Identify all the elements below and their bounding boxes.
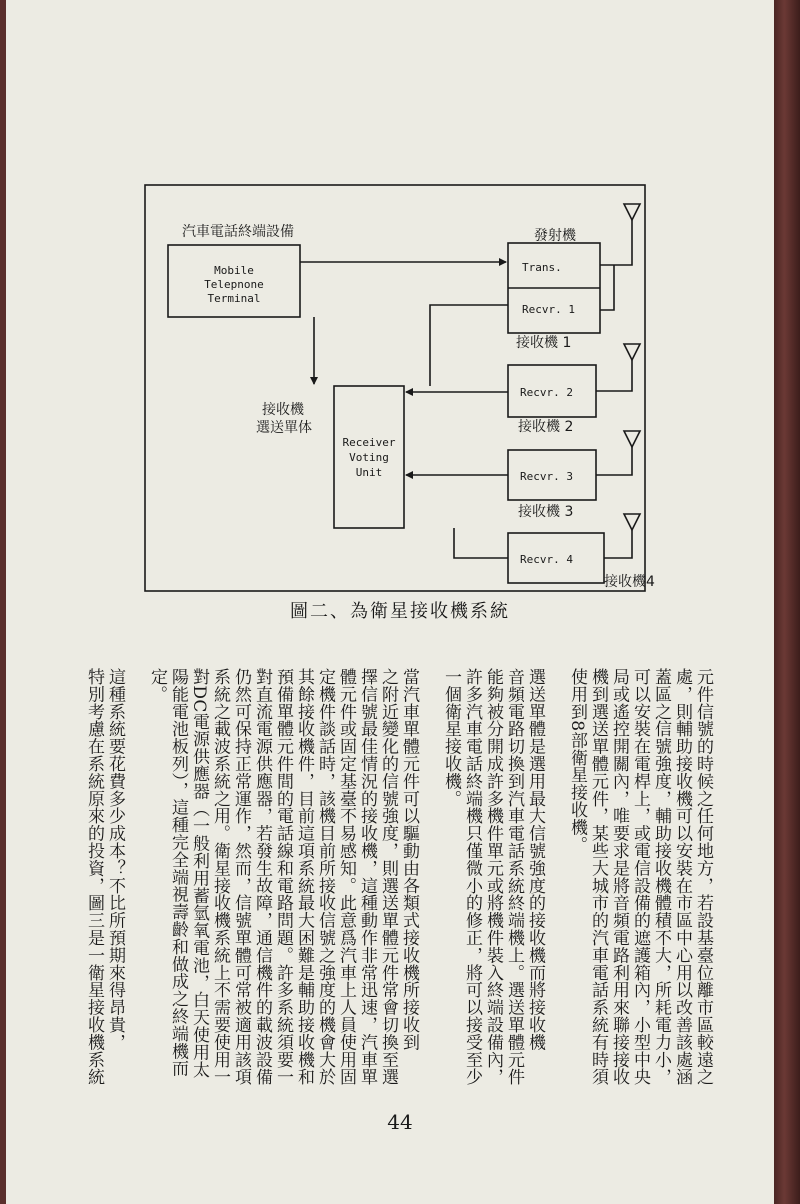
text-column: 許多汽車電話終端機只僅微小的修正，將可以接受至少	[462, 668, 482, 1086]
recvr3-label: Recvr. 3	[520, 470, 573, 483]
text-column: 音頻電路切換到汽車電話系統終端機上。選送單體元件	[504, 668, 524, 1086]
trans-label: Trans.	[522, 261, 562, 274]
text-column: 定機件談話時，該機目前所接收信號之強度的機會大於	[315, 668, 335, 1086]
text-column: 體元件或固定基臺不易感知。此意爲汽車上人員使用固	[336, 668, 356, 1086]
voting-line-2: Voting	[349, 451, 389, 464]
text-column: 陽能電池板列），這種完全端視壽齡和做成之終端機而	[168, 668, 188, 1078]
figure-caption: 圖二、為衛星接收機系統	[290, 601, 510, 622]
antenna-3	[596, 447, 632, 475]
rx2-cn-label: 接收機 2	[518, 419, 574, 435]
text-column: 一個衛星接收機。	[441, 668, 461, 808]
terminal-line-3: Terminal	[207, 292, 261, 305]
rx4-cn-label: 接收機4	[604, 574, 655, 590]
recvr2-label: Recvr. 2	[520, 386, 573, 399]
text-column: 其餘接收機件，目前這項系統最大困難是輔助接收機和	[294, 668, 314, 1086]
text-column: 能夠被分開成許多機件單元或將機件裝入終端設備內，	[483, 668, 503, 1086]
rx1-cn-label: 接收機 1	[516, 335, 572, 351]
antenna-trans	[600, 220, 632, 265]
page-number: 44	[387, 1110, 413, 1134]
terminal-cn-label: 汽車電話終端設備	[182, 224, 294, 240]
text-column: 仍然可保持正常運作，然而，信號單體可常被適用該項	[231, 668, 251, 1086]
text-column: 機到選送單體元件，某些大城市的汽車電話系統有時須	[588, 668, 608, 1086]
text-column: 處，則輔助接收機可以安裝在市區中心用以改善該處涵	[672, 668, 692, 1086]
text-column: 系統之載波系統之用。衛星接收機系統上不需要使用一	[210, 668, 230, 1086]
terminal-line-1: Mobile	[214, 264, 254, 277]
rx3-cn-label: 接收機 3	[518, 504, 574, 520]
terminal-line-2: Telepnone	[204, 278, 264, 291]
text-column: 當汽車單體元件可以驅動由各類式接收機所接收到	[399, 668, 419, 1051]
voting-cn-label-2: 選送單体	[256, 420, 312, 436]
text-column: 定。	[147, 668, 167, 703]
transmitter-cn-label: 發射機	[534, 228, 576, 244]
text-column: 使用到8部衛星接收機。	[567, 668, 587, 854]
text-column: 之附近變化的信號強度，則選送單體元件常會切換至選	[378, 668, 398, 1086]
text-column: 局或遙控開關內，唯要求是將音頻電路利用來聯接接收	[609, 668, 629, 1086]
voting-line-3: Unit	[355, 466, 383, 479]
text-column: 可以安裝在電桿上，或電信設備的遮護箱內，小型中央	[630, 668, 650, 1086]
voting-cn-label-1: 接收機	[262, 402, 304, 418]
antenna-2	[596, 360, 632, 391]
text-column: 對DC電源供應器（一般利用蓄氫氧電池，白天使用太	[189, 668, 209, 1079]
text-column: 這種系統要花費多少成本？不比所預期來得昂貴，	[105, 668, 125, 1051]
text-column: 元件信號的時候之任何地方，若設基臺位離市區較遠之	[693, 668, 713, 1086]
voting-line-1: Receiver	[342, 436, 396, 449]
text-column: 蓋區之信號強度，輔助接收機體積不大，所耗電力小，	[651, 668, 671, 1086]
text-column: 選送單體是選用最大信號強度的接收機而將接收機	[525, 668, 545, 1051]
text-column: 擇信號最佳情況的接收機，這種動作非常迅速，汽車單	[357, 668, 377, 1086]
text-column: 預備單體元件間的電話線和電路問題。許多系統須要一	[273, 668, 293, 1086]
recvr1-label: Recvr. 1	[522, 303, 575, 316]
antenna-4	[604, 530, 632, 558]
text-column: 特別考慮在系統原來的投資，圖三是一衛星接收機系統	[84, 668, 104, 1086]
text-column: 對直流電源供應器，若發生故障，通信機件的載波設備	[252, 668, 272, 1086]
recvr4-label: Recvr. 4	[520, 553, 573, 566]
